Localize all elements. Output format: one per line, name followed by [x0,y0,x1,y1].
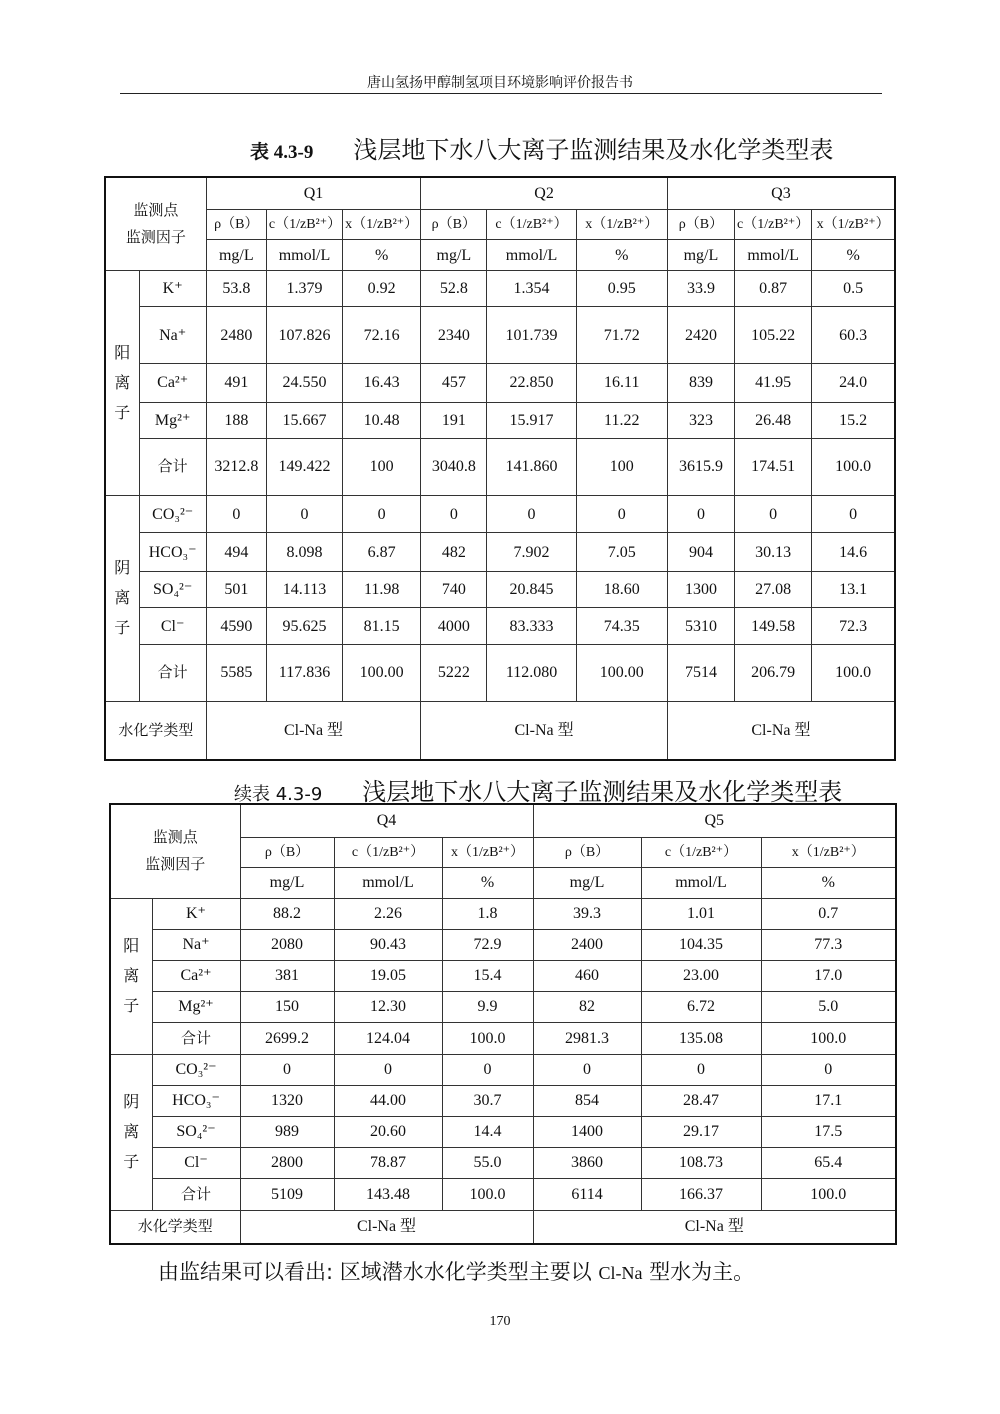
value-cell: 0 [812,495,895,533]
quantity-header: ρ（B） [421,209,487,239]
value-cell: 29.17 [641,1116,761,1147]
cation-row [110,1022,896,1054]
value-cell: 5585 [206,644,266,701]
value-cell: 188 [206,402,266,439]
value-cell: 14.6 [812,533,895,572]
value-cell: 55.0 [442,1147,533,1178]
cation-row [105,307,895,364]
header-row [105,177,895,209]
ion-name: 合计 [152,1178,240,1210]
value-cell: 2480 [206,307,266,364]
value-cell: 26.48 [735,402,812,439]
header-row [110,804,896,837]
unit-header: mmol/L [334,867,442,898]
ion-name: SO₄²⁻ [139,571,206,608]
value-cell: 482 [421,533,487,572]
anion-row [110,1178,896,1210]
water-type-value: Cl-Na 型 [421,701,668,760]
value-cell: 14.4 [442,1116,533,1147]
point-header: Q1 [206,177,421,209]
value-cell: 124.04 [334,1022,442,1054]
value-cell: 100.0 [812,644,895,701]
value-cell: 460 [533,960,641,991]
value-cell: 0 [343,495,421,533]
ion-name: Cl⁻ [139,608,206,645]
value-cell: 2.26 [334,898,442,929]
value-cell: 6.72 [641,991,761,1022]
ion-name: K⁺ [152,898,240,929]
value-cell: 7.902 [487,533,576,572]
value-cell: 71.72 [576,307,667,364]
value-cell: 6114 [533,1178,641,1210]
water-type-row [105,701,895,760]
quantity-header: ρ（B） [533,837,641,867]
anion-row [110,1116,896,1147]
value-cell: 30.7 [442,1085,533,1116]
conclusion-text [158,1256,754,1286]
value-cell: 15.4 [442,960,533,991]
value-cell: 11.22 [576,402,667,439]
value-cell: 41.95 [735,364,812,403]
value-cell: 1400 [533,1116,641,1147]
unit-row [105,240,895,270]
corner-top-label: 监测点 [152,828,198,847]
unit-header: mmol/L [735,240,812,270]
conclusion-suffix: 型水为主。 [649,1260,755,1284]
table1-title: 浅层地下水八大离子监测结果及水化学类型表 [353,136,834,164]
value-cell: 53.8 [206,270,266,307]
ion-name: Na⁺ [139,307,206,364]
conclusion-code: Cl-Na [598,1263,643,1283]
value-cell: 100 [343,439,421,496]
value-cell: 8.098 [266,533,342,572]
ion-name: CO₃²⁻ [152,1054,240,1085]
value-cell: 13.1 [812,571,895,608]
quantity-header: x（1/zB²⁺） [442,837,533,867]
value-cell: 149.58 [735,608,812,645]
value-cell: 15.667 [266,402,342,439]
ion-table-q1-q3 [104,176,896,761]
table2-label: 续表 4.3-9 [234,784,323,805]
corner-header [110,804,240,898]
value-cell: 88.2 [240,898,334,929]
value-cell: 23.00 [641,960,761,991]
value-cell: 9.9 [442,991,533,1022]
value-cell: 52.8 [421,270,487,307]
cation-group-text: 阳离子 [123,936,140,1015]
value-cell: 0 [266,495,342,533]
value-cell: 854 [533,1085,641,1116]
value-cell: 381 [240,960,334,991]
ion-name: 合计 [139,644,206,701]
water-type-value: Cl-Na 型 [667,701,895,760]
value-cell: 104.35 [641,929,761,960]
value-cell: 78.87 [334,1147,442,1178]
value-cell: 100.0 [761,1178,896,1210]
table1-caption [244,130,833,165]
value-cell: 1.354 [487,270,576,307]
value-cell: 24.0 [812,364,895,403]
cation-row [110,991,896,1022]
anion-row [105,644,895,701]
value-cell: 3860 [533,1147,641,1178]
running-header: 唐山氢扬甲醇制氢项目环境影响评价报告书 [367,75,633,91]
value-cell: 5.0 [761,991,896,1022]
point-header: Q3 [667,177,895,209]
value-cell: 0 [576,495,667,533]
value-cell: 191 [421,402,487,439]
value-cell: 141.860 [487,439,576,496]
quantity-header: x（1/zB²⁺） [761,837,896,867]
value-cell: 5222 [421,644,487,701]
value-cell: 0 [667,495,734,533]
corner-bottom-label: 监测因子 [145,855,206,874]
value-cell: 100 [576,439,667,496]
quantity-header: c（1/zB²⁺） [487,209,576,239]
water-type-value: Cl-Na 型 [206,701,421,760]
value-cell: 82 [533,991,641,1022]
table2-title: 浅层地下水八大离子监测结果及水化学类型表 [362,778,843,806]
ion-name: Cl⁻ [152,1147,240,1178]
point-header: Q5 [533,804,896,837]
value-cell: 501 [206,571,266,608]
table2-caption [234,772,842,807]
value-cell: 457 [421,364,487,403]
water-type-value: Cl-Na 型 [240,1210,533,1244]
cation-group-label [105,270,139,495]
value-cell: 3212.8 [206,439,266,496]
point-header: Q4 [240,804,533,837]
ion-name: HCO₃⁻ [152,1085,240,1116]
quantity-header: ρ（B） [206,209,266,239]
value-cell: 2340 [421,307,487,364]
value-cell: 33.9 [667,270,734,307]
value-cell: 90.43 [334,929,442,960]
value-cell: 44.00 [334,1085,442,1116]
water-type-value: Cl-Na 型 [533,1210,896,1244]
value-cell: 10.48 [343,402,421,439]
quantity-header: c（1/zB²⁺） [641,837,761,867]
value-cell: 16.43 [343,364,421,403]
value-cell: 7.05 [576,533,667,572]
page-number: 170 [489,1314,511,1329]
unit-header: % [761,867,896,898]
corner-header [105,177,206,270]
value-cell: 135.08 [641,1022,761,1054]
value-cell: 494 [206,533,266,572]
cation-row [110,960,896,991]
cation-row [105,364,895,403]
value-cell: 16.11 [576,364,667,403]
corner-bottom-label: 监测因子 [125,227,186,246]
quantity-header: c（1/zB²⁺） [266,209,342,239]
value-cell: 0.95 [576,270,667,307]
value-cell: 100.0 [812,439,895,496]
value-cell: 100.0 [442,1178,533,1210]
anion-row [105,608,895,645]
anion-row [105,571,895,608]
anion-row [110,1085,896,1116]
ion-name: Ca²⁺ [139,364,206,403]
unit-header: mg/L [533,867,641,898]
value-cell: 0.5 [812,270,895,307]
value-cell: 2420 [667,307,734,364]
value-cell: 143.48 [334,1178,442,1210]
value-cell: 4590 [206,608,266,645]
value-cell: 323 [667,402,734,439]
value-cell: 0 [533,1054,641,1085]
water-type-label: 水化学类型 [110,1210,240,1244]
value-cell: 24.550 [266,364,342,403]
value-cell: 14.113 [266,571,342,608]
value-cell: 150 [240,991,334,1022]
ion-name: Mg²⁺ [152,991,240,1022]
value-cell: 0.7 [761,898,896,929]
unit-header: mg/L [206,240,266,270]
value-cell: 81.15 [343,608,421,645]
ion-name: CO₃²⁻ [139,495,206,533]
value-cell: 27.08 [735,571,812,608]
unit-header: mg/L [240,867,334,898]
value-cell: 2981.3 [533,1022,641,1054]
unit-header: mmol/L [487,240,576,270]
quantity-header: c（1/zB²⁺） [334,837,442,867]
value-cell: 6.87 [343,533,421,572]
value-cell: 15.2 [812,402,895,439]
value-cell: 2080 [240,929,334,960]
anion-row [105,533,895,572]
value-cell: 0 [487,495,576,533]
value-cell: 17.0 [761,960,896,991]
table1-label: 表 4.3-9 [250,142,314,163]
value-cell: 60.3 [812,307,895,364]
cation-row [110,929,896,960]
ion-name: Mg²⁺ [139,402,206,439]
value-cell: 491 [206,364,266,403]
anion-row [110,1054,896,1085]
subheader-row [105,209,895,239]
ion-name: SO₄²⁻ [152,1116,240,1147]
value-cell: 0 [442,1054,533,1085]
value-cell: 0 [641,1054,761,1085]
value-cell: 101.739 [487,307,576,364]
value-cell: 100.00 [343,644,421,701]
value-cell: 19.05 [334,960,442,991]
value-cell: 72.3 [812,608,895,645]
value-cell: 989 [240,1116,334,1147]
unit-header: mg/L [421,240,487,270]
value-cell: 4000 [421,608,487,645]
quantity-header: x（1/zB²⁺） [812,209,895,239]
value-cell: 904 [667,533,734,572]
value-cell: 0 [240,1054,334,1085]
quantity-header: ρ（B） [667,209,734,239]
corner-top-label: 监测点 [133,200,179,219]
value-cell: 100.0 [442,1022,533,1054]
value-cell: 112.080 [487,644,576,701]
cation-row [110,898,896,929]
value-cell: 77.3 [761,929,896,960]
value-cell: 0 [421,495,487,533]
value-cell: 30.13 [735,533,812,572]
anion-group-text: 阴离子 [114,558,131,638]
unit-header: mmol/L [641,867,761,898]
value-cell: 149.422 [266,439,342,496]
value-cell: 839 [667,364,734,403]
value-cell: 108.73 [641,1147,761,1178]
value-cell: 0 [334,1054,442,1085]
value-cell: 39.3 [533,898,641,929]
value-cell: 1.8 [442,898,533,929]
value-cell: 2400 [533,929,641,960]
ion-table-q4-q5 [109,803,897,1245]
value-cell: 100.00 [576,644,667,701]
ion-name: Ca²⁺ [152,960,240,991]
value-cell: 1.379 [266,270,342,307]
ion-name: 合计 [139,439,206,496]
value-cell: 5310 [667,608,734,645]
unit-header: % [343,240,421,270]
value-cell: 7514 [667,644,734,701]
cation-group-text: 阳离子 [114,342,131,422]
value-cell: 0.87 [735,270,812,307]
value-cell: 20.60 [334,1116,442,1147]
value-cell: 2800 [240,1147,334,1178]
value-cell: 5109 [240,1178,334,1210]
value-cell: 65.4 [761,1147,896,1178]
quantity-header: x（1/zB²⁺） [343,209,421,239]
unit-header: % [812,240,895,270]
unit-header: mmol/L [266,240,342,270]
value-cell: 17.5 [761,1116,896,1147]
value-cell: 11.98 [343,571,421,608]
value-cell: 206.79 [735,644,812,701]
value-cell: 72.16 [343,307,421,364]
ion-name: HCO₃⁻ [139,533,206,572]
anion-group-label [105,495,139,701]
value-cell: 166.37 [641,1178,761,1210]
value-cell: 1300 [667,571,734,608]
header-rule [120,93,882,94]
ion-name: Na⁺ [152,929,240,960]
value-cell: 22.850 [487,364,576,403]
value-cell: 72.9 [442,929,533,960]
cation-row [105,439,895,496]
value-cell: 1.01 [641,898,761,929]
value-cell: 28.47 [641,1085,761,1116]
anion-row [110,1147,896,1178]
value-cell: 0 [735,495,812,533]
value-cell: 0 [761,1054,896,1085]
anion-group-label [110,1054,152,1210]
value-cell: 20.845 [487,571,576,608]
value-cell: 2699.2 [240,1022,334,1054]
value-cell: 0.92 [343,270,421,307]
ion-name: 合计 [152,1022,240,1054]
value-cell: 95.625 [266,608,342,645]
value-cell: 1320 [240,1085,334,1116]
unit-header: % [576,240,667,270]
water-type-row [110,1210,896,1244]
cation-group-label [110,898,152,1054]
quantity-header: x（1/zB²⁺） [576,209,667,239]
value-cell: 83.333 [487,608,576,645]
quantity-header: ρ（B） [240,837,334,867]
value-cell: 107.826 [266,307,342,364]
value-cell: 12.30 [334,991,442,1022]
point-header: Q2 [421,177,668,209]
conclusion-prefix: 由监结果可以看出: 区域潜水水化学类型主要以 [158,1260,592,1284]
value-cell: 740 [421,571,487,608]
value-cell: 3615.9 [667,439,734,496]
value-cell: 74.35 [576,608,667,645]
value-cell: 3040.8 [421,439,487,496]
anion-group-text: 阴离子 [123,1092,140,1171]
cation-row [105,270,895,307]
unit-header: mg/L [667,240,734,270]
value-cell: 18.60 [576,571,667,608]
value-cell: 17.1 [761,1085,896,1116]
value-cell: 105.22 [735,307,812,364]
value-cell: 174.51 [735,439,812,496]
unit-header: % [442,867,533,898]
quantity-header: c（1/zB²⁺） [735,209,812,239]
value-cell: 0 [206,495,266,533]
value-cell: 117.836 [266,644,342,701]
anion-row [105,495,895,533]
cation-row [105,402,895,439]
water-type-label: 水化学类型 [105,701,206,760]
value-cell: 100.0 [761,1022,896,1054]
value-cell: 15.917 [487,402,576,439]
ion-name: K⁺ [139,270,206,307]
